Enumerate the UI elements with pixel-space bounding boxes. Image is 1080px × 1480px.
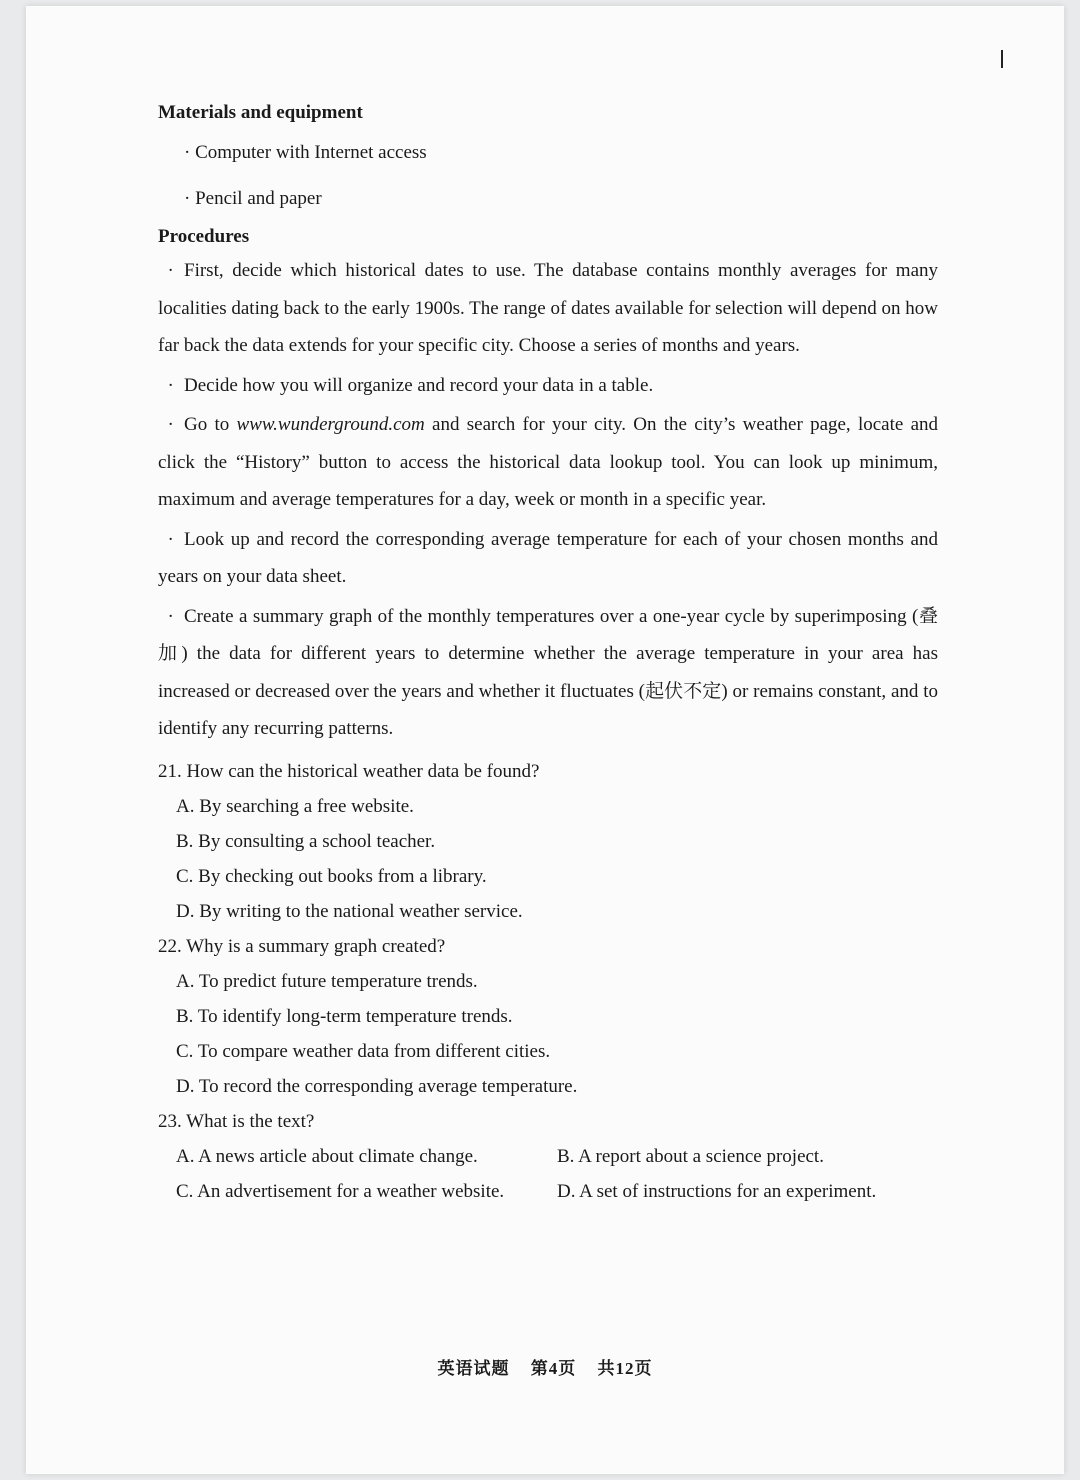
answer-option: D. By writing to the national weather service.	[176, 900, 523, 922]
answer-option: C. To compare weather data from different cities.	[176, 1040, 551, 1062]
answer-option: D. A set of instructions for an experiment.	[557, 1180, 877, 1202]
corner-mark	[1001, 50, 1003, 68]
exam-page	[26, 6, 1064, 1474]
footer-total: 共12页	[597, 1359, 653, 1378]
question-stem: 23. What is the text?	[158, 1110, 315, 1132]
answer-option: A. To predict future temperature trends.	[176, 970, 478, 992]
procedure-step: · Go to www.wunderground.com and search for your city. On the city’s weather page, locate and click the “History” button to access the historical data lookup tool. You can look up minimum, maximum and average temperatures for a day, week or month in a specific year.	[158, 414, 938, 510]
page-footer	[26, 1354, 1064, 1379]
answer-option: C. An advertisement for a weather website.	[176, 1180, 505, 1202]
answer-option-row	[176, 1174, 938, 1209]
footer-subject: 英语试题	[437, 1359, 510, 1378]
answer-option: C. By checking out books from a library.	[176, 865, 487, 887]
page-content	[158, 102, 938, 1209]
question-stem: 22. Why is a summary graph created?	[158, 935, 446, 957]
procedure-step: · Create a summary graph of the monthly temperatures over a one-year cycle by superimposing (叠加) the data for different years to determine whether the average temperature in your area has increased or decreased over the years and whether it fluctuates (起伏不定) or remains constant, and to identify any recurring patterns.	[158, 605, 938, 739]
answer-option: D. To record the corresponding average temperature.	[176, 1075, 578, 1097]
answer-option: A. By searching a free website.	[176, 795, 414, 817]
procedure-step: · Look up and record the corresponding average temperature for each of your chosen months and years on your data sheet.	[158, 528, 938, 587]
materials-heading: Materials and equipment	[158, 102, 363, 123]
materials-item: · Computer with Internet access	[184, 142, 427, 163]
answer-option: B. To identify long-term temperature trends.	[176, 1005, 513, 1027]
answer-option: A. A news article about climate change.	[176, 1145, 478, 1167]
answer-option: B. By consulting a school teacher.	[176, 830, 436, 852]
answer-option: B. A report about a science project.	[557, 1145, 824, 1167]
question-stem: 21. How can the historical weather data be found?	[158, 760, 540, 782]
website-url: www.wunderground.com	[236, 414, 425, 435]
materials-item: · Pencil and paper	[184, 188, 322, 209]
procedure-step: · Decide how you will organize and record your data in a table.	[158, 374, 654, 396]
procedures-heading: Procedures	[158, 226, 250, 247]
procedure-step: · First, decide which historical dates to use. The database contains monthly averages for many localities dating back to the early 1900s. The range of dates available for selection will depend on how far back the data extends for your specific city. Choose a series of months and years.	[158, 260, 938, 356]
footer-page: 第4页	[530, 1359, 577, 1378]
answer-option-row	[176, 1139, 938, 1174]
